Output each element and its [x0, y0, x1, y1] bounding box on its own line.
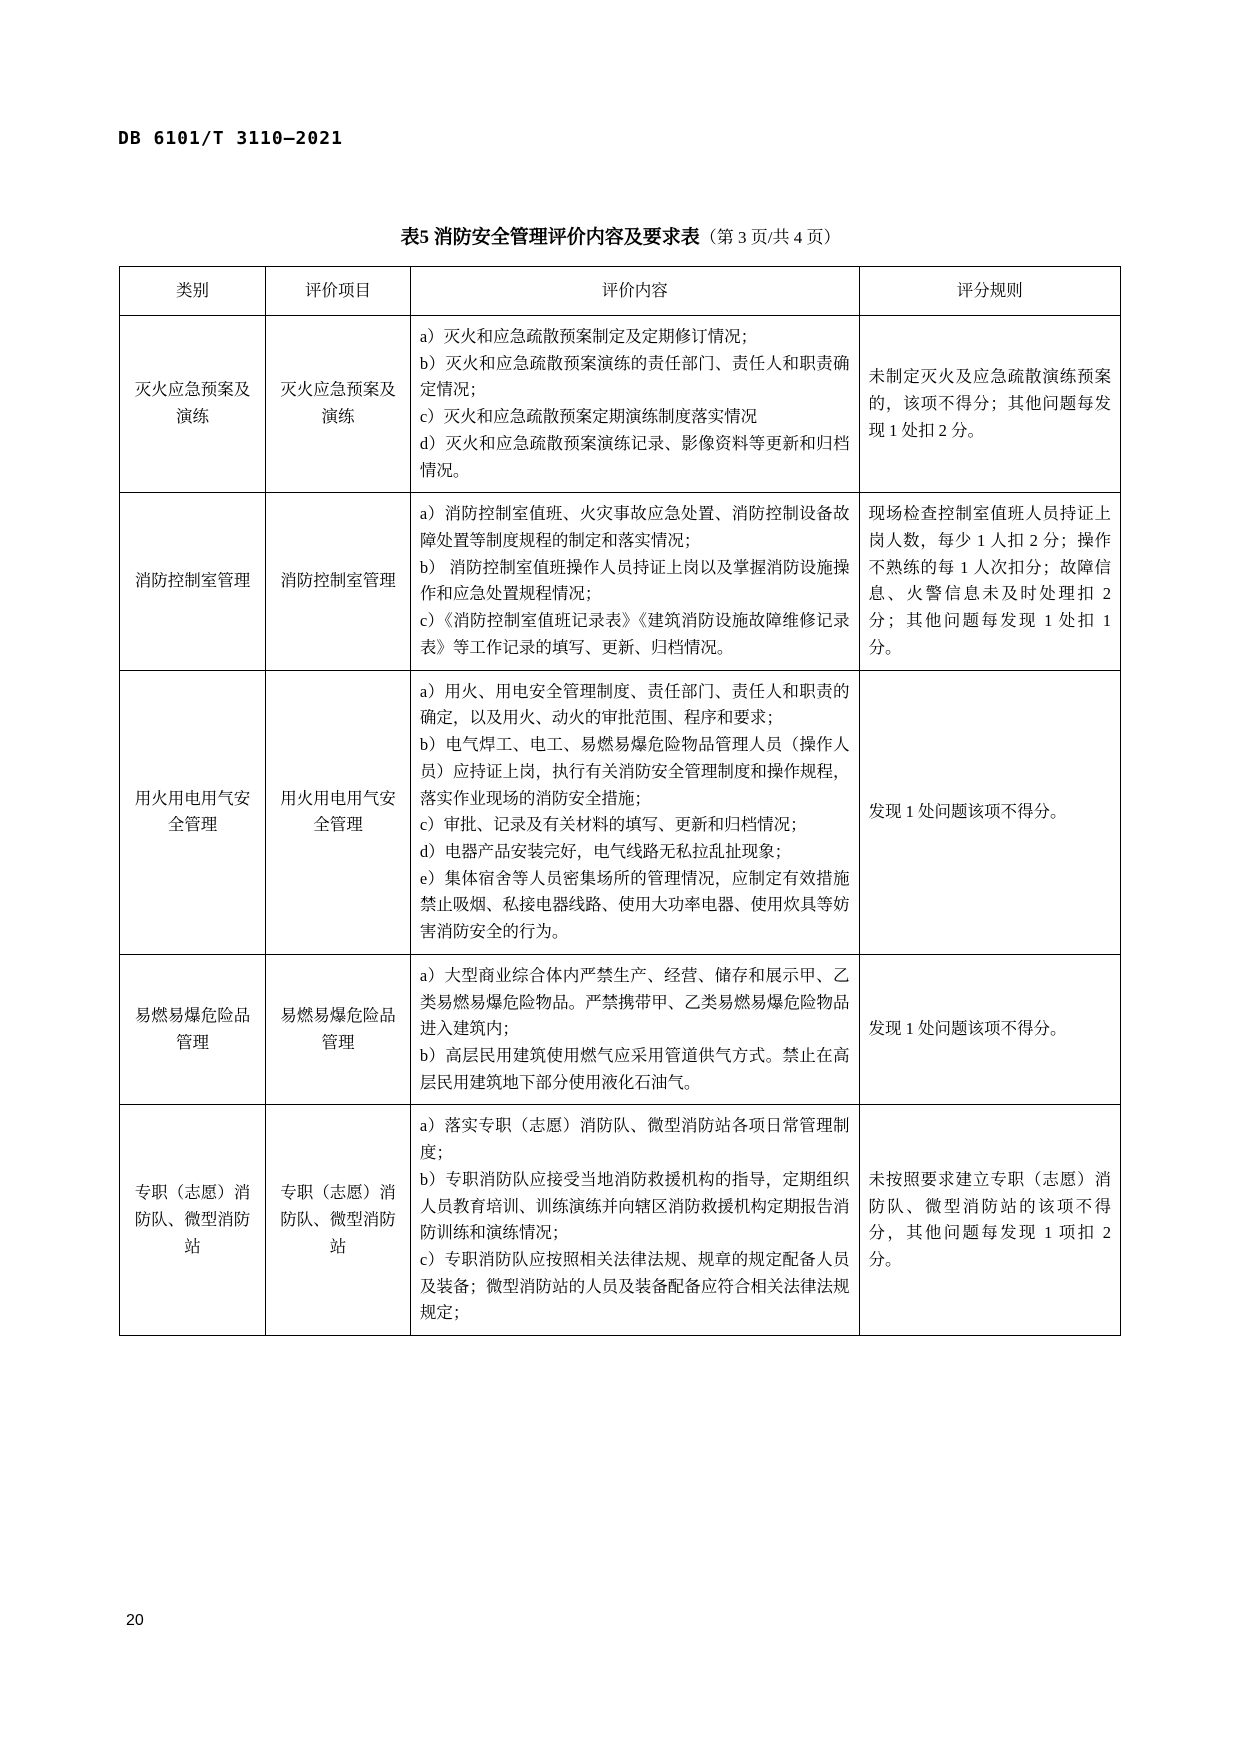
- column-header-content: 评价内容: [410, 267, 859, 316]
- row-item: 专职（志愿）消防队、微型消防站: [266, 1105, 411, 1336]
- row-item: 灭火应急预案及演练: [266, 316, 411, 493]
- row-rule: 未制定灭火及应急疏散演练预案的，该项不得分；其他问题每发现 1 处扣 2 分。: [859, 316, 1120, 493]
- row-content: [410, 954, 859, 1105]
- row-category: 易燃易爆危险品管理: [120, 954, 266, 1105]
- content-line: a）大型商业综合体内严禁生产、经营、储存和展示甲、乙类易燃易爆危险物品。严禁携带甲、乙类易燃易爆危险物品进入建筑内；: [419, 965, 850, 1039]
- row-category: 消防控制室管理: [120, 493, 266, 670]
- content-line: d）灭火和应急疏散预案演练记录、影像资料等更新和归档情况。: [419, 433, 850, 480]
- table-row: [120, 954, 1121, 1105]
- row-item: 用火用电用气安全管理: [266, 670, 411, 954]
- row-content: [410, 670, 859, 954]
- row-rule: 发现 1 处问题该项不得分。: [859, 954, 1120, 1105]
- table-row: [120, 1105, 1121, 1336]
- row-item: 消防控制室管理: [266, 493, 411, 670]
- content-line: a）用火、用电安全管理制度、责任部门、责任人和职责的确定，以及用火、动火的审批范围、程序和要求；: [419, 681, 850, 728]
- column-header-category: 类别: [120, 267, 266, 316]
- row-content: [410, 1105, 859, 1336]
- table-title: [0, 222, 1241, 249]
- content-line: d）电器产品安装完好，电气线路无私拉乱扯现象；: [419, 841, 792, 861]
- content-line: e）集体宿舍等人员密集场所的管理情况，应制定有效措施禁止吸烟、私接电器线路、使用大功率电器、使用炊具等妨害消防安全的行为。: [419, 868, 850, 942]
- document-header-code: DB 6101/T 3110—2021: [118, 128, 343, 149]
- page-number: 20: [126, 1612, 144, 1629]
- row-rule: 现场检查控制室值班人员持证上岗人数，每少 1 人扣 2 分；操作不熟练的每 1 人次扣分；故障信息、火警信息未及时处理扣 2 分；其他问题每发现 1 处扣 1 分。: [859, 493, 1120, 670]
- content-line: b）灭火和应急疏散预案演练的责任部门、责任人和职责确定情况；: [419, 353, 850, 400]
- table-title-main: 表5 消防安全管理评价内容及要求表: [400, 227, 700, 248]
- content-line: b）电气焊工、电工、易燃易爆危险物品管理人员（操作人员）应持证上岗，执行有关消防安全管理制度和操作规程，落实作业现场的消防安全措施；: [419, 735, 850, 808]
- table-row: [120, 670, 1121, 954]
- content-line: c）灭火和应急疏散预案定期演练制度落实情况: [419, 407, 758, 427]
- row-content: [410, 493, 859, 670]
- row-rule: 未按照要求建立专职（志愿）消防队、微型消防站的该项不得分，其他问题每发现 1 项扣 2 分。: [859, 1105, 1120, 1336]
- content-line: a）灭火和应急疏散预案制定及定期修订情况；: [419, 327, 758, 346]
- table-header-row: [120, 267, 1121, 316]
- content-line: a）消防控制室值班、火灾事故应急处置、消防控制设备故障处置等制度规程的制定和落实情况；: [419, 504, 850, 551]
- evaluation-table: [119, 266, 1121, 1336]
- row-content: [410, 316, 859, 493]
- content-line: a）落实专职（志愿）消防队、微型消防站各项日常管理制度；: [419, 1116, 850, 1163]
- content-line: c）审批、记录及有关材料的填写、更新和归档情况；: [419, 815, 807, 835]
- content-line: b）高层民用建筑使用燃气应采用管道供气方式。禁止在高层民用建筑地下部分使用液化石油气。: [419, 1045, 850, 1092]
- column-header-item: 评价项目: [266, 267, 411, 316]
- table-row: [120, 316, 1121, 493]
- row-category: 用火用电用气安全管理: [120, 670, 266, 954]
- table-row: [120, 493, 1121, 670]
- row-rule: 发现 1 处问题该项不得分。: [859, 670, 1120, 954]
- row-item: 易燃易爆危险品管理: [266, 954, 411, 1105]
- content-line: b）专职消防队应接受当地消防救援机构的指导，定期组织人员教育培训、训练演练并向辖区消防救援机构定期报告消防训练和演练情况；: [419, 1169, 850, 1243]
- content-line: c）《消防控制室值班记录表》《建筑消防设施故障维修记录表》等工作记录的填写、更新、归档情况。: [419, 611, 850, 657]
- row-category: 专职（志愿）消防队、微型消防站: [120, 1105, 266, 1336]
- column-header-rule: 评分规则: [859, 267, 1120, 316]
- row-category: 灭火应急预案及演练: [120, 316, 266, 493]
- content-line: b） 消防控制室值班操作人员持证上岗以及掌握消防设施操作和应急处置规程情况；: [419, 557, 850, 604]
- table-title-sub: （第 3 页/共 4 页）: [699, 228, 841, 247]
- content-line: c）专职消防队应按照相关法律法规、规章的规定配备人员及装备；微型消防站的人员及装备配备应符合相关法律法规规定；: [419, 1250, 850, 1323]
